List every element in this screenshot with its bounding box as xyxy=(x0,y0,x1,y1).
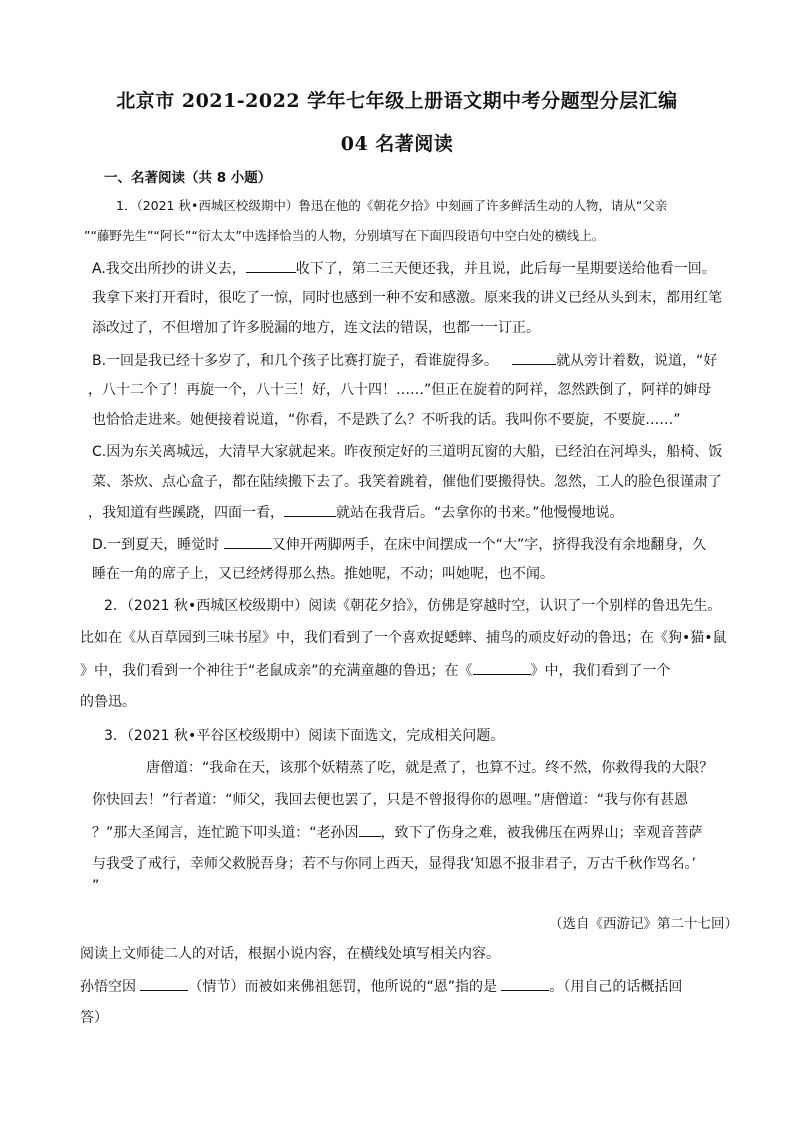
q3-passage-line-4: 与我受了戒行，幸师父救脱吾身；若不与你同上西天，显得我‘知恩不报非君子，万古千秋作骂名。’ xyxy=(92,856,696,872)
q3-question-text-3: 。（用自己的话概括回 xyxy=(549,979,683,995)
q3-passage-text-before: ？”那大圣闻言，连忙跪下叩头道：“老孙因 xyxy=(92,825,359,841)
q1-option-b-line-2: ，八十二个了！再旋一个，八十三！好，八十四！……”但正在旋着的阿祥，忽然跌倒了，阿祥的婶母 xyxy=(88,382,712,398)
document-subtitle: 04 名著阅读 xyxy=(340,133,454,155)
q2-line-2: 比如在《从百草园到三味书屋》中，我们看到了一个喜欢捉蟋蟀、捕鸟的顽皮好动的鲁迅；在《狗•猫•鼠 xyxy=(80,630,727,646)
q1-b-answer-blank[interactable] xyxy=(512,350,556,365)
q3-question-line-2: 答） xyxy=(80,1010,108,1026)
q1-option-b-line-1 xyxy=(92,350,717,370)
q3-passage-line-1: 唐僧道：“我命在天，该那个妖精蒸了吃，就是煮了，也算不过。终不然，你救得我的大限？ xyxy=(146,760,714,776)
q2-answer-blank[interactable] xyxy=(473,660,531,675)
q3-instruction: 阅读上文师徒二人的对话，根据小说内容，在横线处填写相关内容。 xyxy=(80,946,500,962)
q1-stem-line-2: ”“藤野先生”“阿长”“衍太太”中选择恰当的人物，分别填写在下面四段语句中空白处的横线上。 xyxy=(84,228,605,243)
q3-grace-answer-blank[interactable] xyxy=(501,976,549,991)
q2-line-1: 2．（2021 秋•西城区校级期中）阅读《朝花夕拾》，仿佛是穿越时空，认识了一个别样的鲁迅先生。 xyxy=(104,598,722,614)
q1-d-answer-blank[interactable] xyxy=(224,534,272,549)
q1-option-a-line-2: 我拿下来打开看时，很吃了一惊，同时也感到一种不安和感激。原来我的讲义已经从头到末，都用红笔 xyxy=(92,290,722,306)
q1-option-c-line-1: C.因为东关离城远，大清早大家就起来。昨夜预定好的三道明瓦窗的大船，已经泊在河埠头，船椅、饭 xyxy=(92,444,723,460)
q1-option-c-line-3 xyxy=(88,502,624,522)
q1-a-text-after: 收下了，第二三天便还我，并且说，此后每一星期要送给他看一回。 xyxy=(295,261,716,277)
q1-c-text-before: ，我知道有些蹊跷，四面一看， xyxy=(88,505,284,521)
q3-question-line-1 xyxy=(80,976,682,996)
q1-a-answer-blank[interactable] xyxy=(246,258,296,273)
q1-c-text-after: 就站在我背后。“去拿你的书来。”他慢慢地说。 xyxy=(336,505,624,521)
section-header: 一、名著阅读（共 8 小题） xyxy=(104,170,272,186)
q1-c-answer-blank[interactable] xyxy=(284,502,336,517)
q1-option-d-line-1 xyxy=(92,534,706,554)
q1-option-d-line-2: 睡在一角的席子上，又已经烤得那么热。推她呢，不动；叫她呢，也不闻。 xyxy=(92,566,554,582)
q2-line-3 xyxy=(80,660,671,680)
q1-option-b-line-3: 也恰恰走进来。她便接着说道，“你看，不是跌了么？不听我的话。我叫你不要旋，不要旋……” xyxy=(92,412,681,428)
q3-stem: 3．（2021 秋•平谷区校级期中）阅读下面选文，完成相关问题。 xyxy=(104,728,505,744)
q3-passage-text-after: ，致下了伤身之难，被我佛压在两界山；幸观音菩萨 xyxy=(380,825,703,841)
q3-passage-line-2: 你快回去！”行者道：“师父，我回去便也罢了，只是不曾报得你的恩哩。”唐僧道：“我与你有甚恩 xyxy=(92,792,689,808)
q1-a-text-before: A.我交出所抄的讲义去， xyxy=(92,261,246,277)
q1-d-text-after: 又伸开两脚两手，在床中间摆成一个“大”字，挤得我没有余地翻身，久 xyxy=(271,537,707,553)
q2-text-before: 》中，我们看到一个神往于“老鼠成亲”的充满童趣的鲁迅；在《 xyxy=(80,663,473,679)
q1-b-text-after: 就从旁计着数，说道，“好 xyxy=(556,353,718,369)
q3-question-text-2: （情节）而被如来佛祖惩罚，他所说的“恩”指的是 xyxy=(188,979,502,995)
q3-passage-line-5: ” xyxy=(92,878,100,894)
q1-option-a-line-1 xyxy=(92,258,716,278)
q1-d-text-before: D.一到夏天，睡觉时 xyxy=(92,537,224,553)
q1-option-a-line-3: 添改过了，不但增加了许多脱漏的地方，连文法的错误，也都一一订正。 xyxy=(92,320,540,336)
document-title: 北京市 2021-2022 学年七年级上册语文期中考分题型分层汇编 xyxy=(116,90,678,112)
q3-passage-blank xyxy=(359,822,381,837)
q1-b-text-before: B.一回是我已经十多岁了，和几个孩子比赛打旋子，看谁旋得多。 xyxy=(92,353,499,369)
q1-stem-line-1: 1．（2021 秋•西城区校级期中）鲁迅在他的《朝花夕拾》中刻画了许多鲜活生动的人物，请从“父亲 xyxy=(116,198,668,213)
q3-plot-answer-blank[interactable] xyxy=(140,976,188,991)
q2-line-4: 的鲁迅。 xyxy=(80,694,136,710)
q2-text-after: 》中，我们看到了一个 xyxy=(530,663,671,679)
q3-question-text-1: 孙悟空因 xyxy=(80,979,141,995)
q1-option-c-line-2: 菜、茶炊、点心盒子，都在陆续搬下去了。我笑着跳着，催他们要搬得快。忽然，工人的脸色很谨肃了 xyxy=(92,474,722,490)
q3-source-citation: （选自《西游记》第二十七回） xyxy=(549,916,738,932)
q3-passage-line-3 xyxy=(92,822,703,842)
